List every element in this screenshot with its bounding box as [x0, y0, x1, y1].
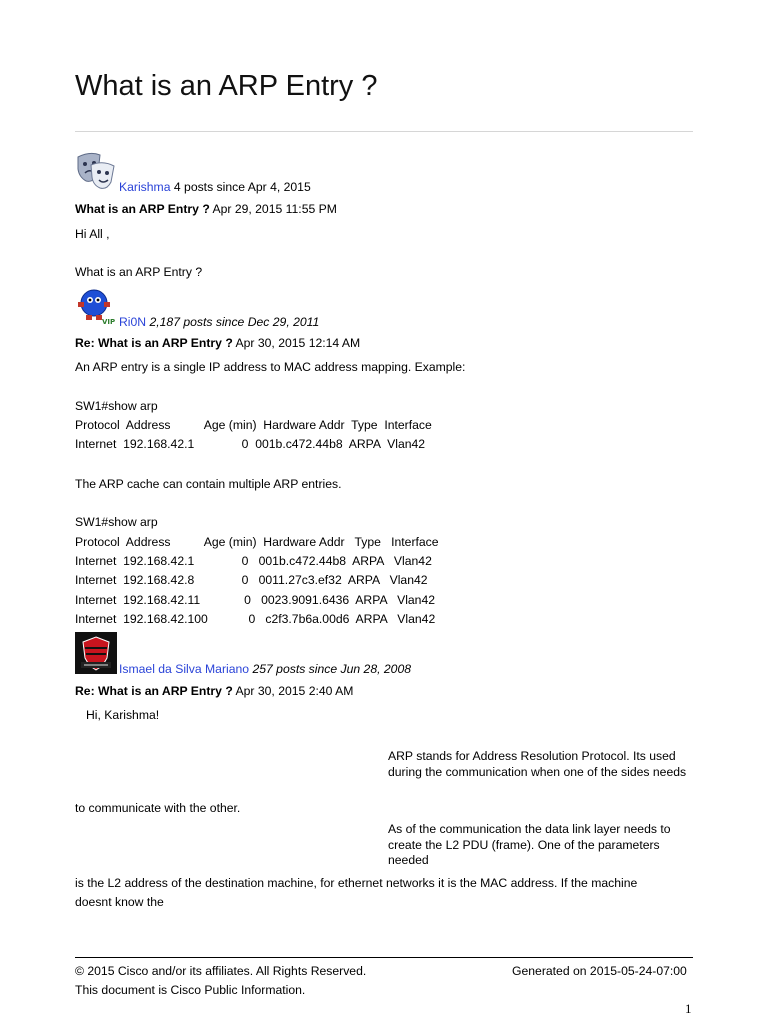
post-2-author-meta: 2,187 posts since Dec 29, 2011	[146, 315, 320, 329]
arp-table-2-row: Internet 192.168.42.11 0 0023.9091.6436 ARPA Vlan42	[75, 593, 436, 607]
arp-table-2-row: Internet 192.168.42.8 0 0011.27c3.ef32 ARPA Vlan42	[75, 573, 428, 587]
post-1-body-line: What is an ARP Entry ?	[75, 265, 203, 279]
post-2-date: Apr 30, 2015 12:14 AM	[232, 336, 361, 350]
footer-generated: Generated on 2015-05-24-07:00	[512, 964, 687, 978]
post-3-paragraph-2-continued: is the L2 address of the destination machine, for ethernet networks it is the MAC address. If the machine doesnt know the	[75, 876, 638, 909]
arp-table-2-row: Internet 192.168.42.100 0 c2f3.7b6a.00d6 ARPA Vlan42	[75, 612, 436, 626]
post-2-command: SW1#show arp	[75, 515, 158, 529]
post-1-author-line	[119, 180, 311, 195]
post-1-date: Apr 29, 2015 11:55 PM	[209, 202, 337, 216]
arp-table-2-header: Protocol Address Age (min) Hardware Addr Type Interface	[75, 535, 439, 549]
post-2-subject: Re: What is an ARP Entry ?	[75, 336, 233, 350]
footer-public-notice: This document is Cisco Public Information.	[75, 983, 306, 997]
post-2-intro: An ARP entry is a single IP address to MAC address mapping. Example:	[75, 360, 466, 374]
title-divider	[75, 131, 693, 132]
post-1-header	[75, 202, 337, 217]
arp-table-1-header: Protocol Address Age (min) Hardware Addr Type Interface	[75, 418, 432, 432]
post-3-paragraph-2: As of the communication the data link layer needs to create the L2 PDU (frame). One of the parameters needed	[388, 822, 671, 867]
post-2-command: SW1#show arp	[75, 399, 158, 413]
post-2-mid-text: The ARP cache can contain multiple ARP entries.	[75, 477, 342, 491]
arp-table-2-row: Internet 192.168.42.1 0 001b.c472.44b8 ARPA Vlan42	[75, 554, 432, 568]
avatar-club-crest-icon	[75, 632, 117, 674]
post-3-paragraph-1: ARP stands for Address Resolution Protocol. Its used during the communication when one of the sides needs	[388, 749, 687, 779]
post-3-author-meta: 257 posts since Jun 28, 2008	[249, 662, 411, 676]
post-1-author-link[interactable]: Karishma	[119, 180, 171, 194]
footer-copyright: © 2015 Cisco and/or its affiliates. All Rights Reserved.	[75, 964, 367, 978]
arp-table-1-row: Internet 192.168.42.1 0 001b.c472.44b8 ARPA Vlan42	[75, 437, 426, 451]
page-title: What is an ARP Entry ?	[75, 70, 378, 102]
post-3-author-line	[119, 662, 411, 677]
post-2-author-line	[119, 315, 319, 330]
svg-text:VIP: VIP	[102, 318, 116, 326]
post-2-author-link[interactable]: Ri0N	[119, 315, 147, 329]
avatar-theater-masks-icon	[76, 151, 116, 191]
post-3-date: Apr 30, 2015 2:40 AM	[232, 684, 354, 698]
post-3-paragraph-1-continued: to communicate with the other.	[75, 801, 241, 815]
post-3-header	[75, 684, 353, 699]
post-1-body-line: Hi All ,	[75, 227, 110, 241]
post-1-author-meta: 4 posts since Apr 4, 2015	[170, 180, 311, 194]
avatar-blue-ball-icon	[76, 288, 118, 326]
post-2-header	[75, 336, 360, 351]
footer-divider	[75, 957, 693, 958]
post-3-greeting: Hi, Karishma!	[86, 708, 160, 722]
post-3-subject: Re: What is an ARP Entry ?	[75, 684, 233, 698]
post-1-subject: What is an ARP Entry ?	[75, 202, 210, 216]
post-3-author-link[interactable]: Ismael da Silva Mariano	[119, 662, 250, 676]
page-number: 1	[685, 1001, 692, 1016]
